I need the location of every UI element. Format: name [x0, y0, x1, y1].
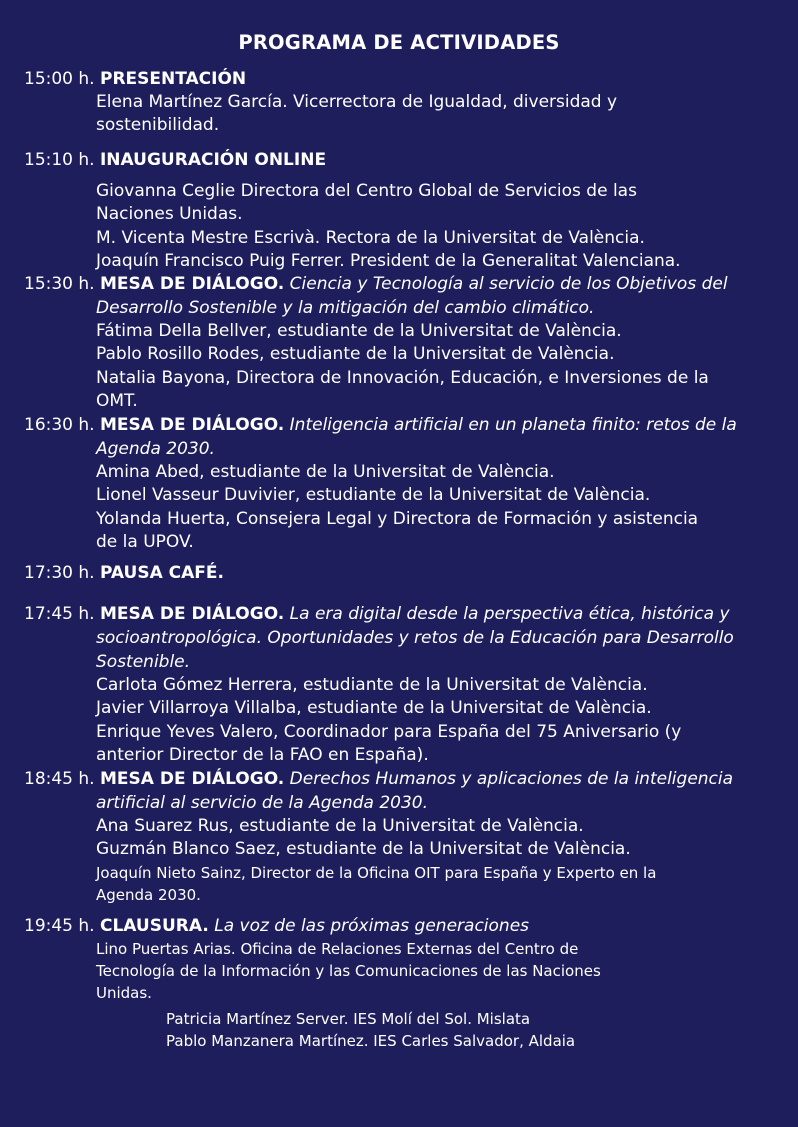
event-mesa-3: [24, 602, 784, 768]
speaker-line: Giovanna Ceglie Directora del Centro Global de Servicios de las: [96, 181, 637, 201]
event-topic: Ciencia y Tecnología al servicio de los Objetivos del Desarrollo Sostenible y la mitigación del cambio climático.: [96, 274, 728, 318]
event-heading: [24, 561, 784, 585]
event-mesa-1: [24, 272, 784, 414]
event-heading: [24, 413, 784, 461]
event-label: CLAUSURA.: [99, 916, 209, 936]
event-topic: Derechos Humanos y aplicaciones de la inteligencia artificial al servicio de la Agenda 2030.: [96, 769, 734, 813]
event-time: 18:45 h.: [24, 769, 95, 789]
event-label: MESA DE DIÁLOGO.: [99, 604, 285, 624]
event-label: MESA DE DIÁLOGO.: [99, 274, 285, 294]
speaker-line: anterior Director de la FAO en España).: [96, 745, 429, 766]
speaker-line: Enrique Yeves Valero, Coordinador para España del 75 Aniversario (y: [96, 721, 682, 742]
event-time: 16:30 h.: [24, 415, 95, 435]
speaker-line: Tecnología de la Información y las Comunicaciones de las Naciones: [96, 962, 601, 980]
speaker-line: de la UPOV.: [96, 532, 194, 553]
event-heading: [24, 767, 784, 815]
page-title: PROGRAMA DE ACTIVIDADES: [238, 31, 560, 54]
speaker-line: Pablo Rosillo Rodes, estudiante de la Universitat de València.: [96, 344, 615, 365]
event-time: 15:30 h.: [24, 274, 95, 294]
event-label: PAUSA CAFÉ.: [99, 563, 224, 583]
event-heading: [24, 914, 784, 938]
speaker-line: OMT.: [96, 391, 138, 412]
speaker-line: Carlota Gómez Herrera, estudiante de la Universitat de València.: [96, 675, 648, 695]
event-heading: [24, 148, 784, 172]
speaker-line: Elena Martínez García. Vicerrectora de Igualdad, diversidad y: [96, 92, 618, 112]
speaker-line: Yolanda Huerta, Consejera Legal y Directora de Formación y asistencia: [96, 508, 699, 529]
speaker-line: Agenda 2030.: [96, 885, 201, 904]
speaker-line: sostenibilidad.: [96, 115, 220, 136]
speaker-line: Joaquín Francisco Puig Ferrer. President de la Generalitat Valenciana.: [96, 251, 681, 272]
event-topic: La voz de las próximas generaciones: [214, 916, 530, 936]
speaker-line: M. Vicenta Mestre Escrivà. Rectora de la Universitat de València.: [96, 227, 645, 248]
event-time: 15:00 h.: [24, 69, 95, 89]
event-label: MESA DE DIÁLOGO.: [99, 769, 285, 789]
speaker-line: Naciones Unidas.: [96, 204, 243, 225]
event-heading: [24, 602, 784, 674]
event-time: 17:45 h.: [24, 604, 95, 624]
speaker-line: Lino Puertas Arias. Oficina de Relaciones Externas del Centro de: [96, 940, 579, 958]
event-mesa-2: [24, 413, 784, 555]
speaker-line: Unidas.: [96, 984, 152, 1002]
event-time: 17:30 h.: [24, 563, 95, 583]
event-label: MESA DE DIÁLOGO.: [99, 415, 285, 435]
event-topic: La era digital desde la perspectiva ética, histórica y socioantropológica. Oportunidades y retos de la Educación para Desarrollo Sostenible.: [96, 604, 734, 672]
event-time: 15:10 h.: [24, 150, 95, 170]
event-label: PRESENTACIÓN: [99, 69, 247, 89]
speaker-line: Fátima Della Bellver, estudiante de la Universitat de València.: [96, 321, 622, 341]
speaker-line: Guzmán Blanco Saez, estudiante de la Universitat de València.: [96, 839, 631, 860]
speaker-line: Patricia Martínez Server. IES Molí del Sol. Mislata: [166, 1010, 531, 1028]
event-label: INAUGURACIÓN ONLINE: [99, 150, 327, 170]
event-heading: [24, 272, 784, 320]
event-pausa: [24, 561, 784, 585]
event-mesa-4: [24, 767, 784, 906]
speaker-line: Lionel Vasseur Duvivier, estudiante de la Universitat de València.: [96, 485, 651, 506]
event-clausura: [24, 914, 784, 1052]
speaker-line: Ana Suarez Rus, estudiante de la Universitat de València.: [96, 816, 584, 836]
speaker-line: Javier Villarroya Villalba, estudiante de la Universitat de València.: [96, 698, 652, 719]
speaker-line: Joaquín Nieto Sainz, Director de la Oficina OIT para España y Experto en la: [96, 863, 657, 882]
event-topic: Inteligencia artificial en un planeta finito: retos de la Agenda 2030.: [96, 415, 737, 459]
speaker-line: Natalia Bayona, Directora de Innovación, Educación, e Inversiones de la: [96, 367, 709, 388]
event-time: 19:45 h.: [24, 916, 95, 936]
speaker-line: Amina Abed, estudiante de la Universitat de València.: [96, 462, 555, 482]
event-presentacion: [24, 67, 784, 138]
speaker-line: Pablo Manzanera Martínez. IES Carles Salvador, Aldaia: [166, 1032, 576, 1050]
event-heading: [24, 67, 784, 91]
event-inauguracion: [24, 148, 784, 274]
